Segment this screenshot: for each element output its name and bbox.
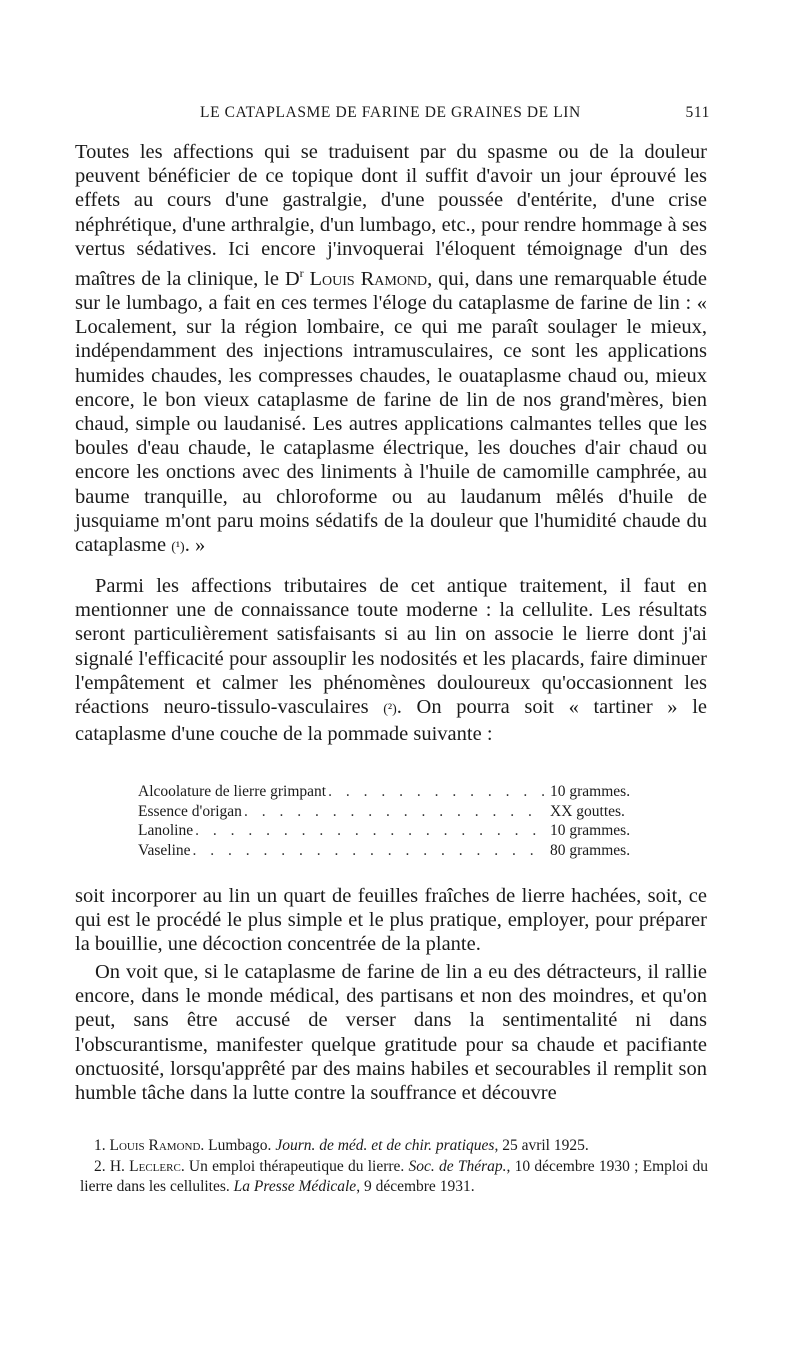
- footnote-number: 1.: [94, 1137, 106, 1154]
- recipe-list: [138, 782, 646, 860]
- paragraph-1: [75, 140, 707, 560]
- footnote-author: H. Leclerc: [109, 1157, 181, 1175]
- recipe-ingredient: Alcoolature de lierre grimpant: [138, 783, 327, 800]
- footnote-text: . Lumbago.: [200, 1137, 276, 1154]
- doctor-abbrev-sup: r: [299, 266, 304, 281]
- paragraph-1-end: . »: [184, 534, 206, 557]
- recipe-ingredient: Vaseline: [138, 841, 191, 859]
- footnote-journal: Journ. de méd. et de chir. pratiques: [275, 1137, 495, 1154]
- recipe-row: [138, 841, 646, 861]
- paragraph-3: soit incorporer au lin un quart de feuilles fraîches de lierre hachées, soit, ce qui est le procédé le plus simple et le plus pratique, employer, pour préparer la bouillie, une décoction concentrée de la plante.: [75, 885, 707, 956]
- paragraph-2: [75, 574, 707, 746]
- dot-leader: [195, 821, 544, 841]
- dot-leader: [328, 782, 544, 802]
- footnote-number: 2.: [94, 1157, 106, 1175]
- footnote-author: Louis Ramond: [109, 1137, 201, 1154]
- footnote-date: , 9 décembre 1931.: [356, 1178, 475, 1195]
- paragraph-1-quote: , qui, dans une remarquable étude sur le lumbago, a fait en ces termes l'éloge du cataplasme de farine de lin : « Localement, sur la région lombaire, ce qui me paraît soulager le mieux, indépendamment des injections intramusculaires, ce sont les applications humides chaudes, les compresses chaudes, le ouataplasme chaud ou, mieux encore, le bon vieux cataplasme de farine de lin de nos grand'mères, bien chaud, simple ou laudanisé. Les autres applications calmantes telles que les boules d'eau chaude, le cataplasme électrique, les douches d'air chaud ou encore les onctions avec des liniments à l'huile de camomille camphrée, au baume tranquille, au chloroforme ou au laudanum mêlés d'huile de jusquiame m'ont paru moins sédatifs de la douleur que l'humidité chaude du cataplasme: [75, 267, 707, 557]
- footnotes: [80, 1136, 708, 1198]
- footnote-date: , 25 avril 1925.: [494, 1137, 589, 1154]
- recipe-ingredient: Lanoline: [138, 822, 194, 840]
- paragraph-4: On voit que, si le cataplasme de farine de lin a eu des détracteurs, il rallie encore, dans le monde médical, des partisans et non des moindres, et qu'on peut, sans être accusé de verser dans la sentimentalité ni dans l'obscurantisme, manifester quelque gratitude pour sa chaude et pacifiante onctuosité, lorsqu'apprêté par des mains habiles et secourables il remplit son humble tâche dans la lutte contre la souffrance et découvre: [75, 961, 707, 1105]
- recipe-row: [138, 821, 646, 841]
- paragraph-2-text: Parmi les affections tributaires de cet antique traitement, il faut en mentionner une de connaissance toute moderne : la cellulite. Les résultats seront particulièrement satisfaisants si au lin on associe le lierre dont j'ai signalé l'efficacité pour assouplir les nodosités et les placards, faire diminuer l'empâtement et calmer les phénomènes douloureux qu'occasionnent les réactions neuro-tissulo-vasculaires: [75, 575, 707, 719]
- paragraph-1-text: Toutes les affections qui se traduisent par du spasme ou de la douleur peuvent bénéficier de ce topique dont il suffit d'avoir un jour éprouvé les effets au cours d'une gastralgie, d'une poussée d'entérite, d'une crise néphrétique, d'une arthralgie, d'un lumbago, etc., pour rendre hommage à ses vertus sédatives. Ici encore j'invoquerai l'éloquent témoignage d'un des maîtres de la clinique, le D: [75, 141, 707, 290]
- footnote-text: . Un emploi thérapeutique du lierre.: [180, 1157, 409, 1175]
- footnote-text-2: , 10 décembre 1930 ; Emploi du lierre dans les cellulites.: [80, 1157, 708, 1195]
- footnote-journal: Soc. de Thérap.: [408, 1157, 507, 1175]
- footnote-ref-1: (¹): [171, 540, 185, 556]
- footnote-ref-2: (²): [383, 702, 397, 718]
- paragraph-2-end: . On pourra soit « tartiner » le cataplasme d'une couche de la pommade suivante :: [75, 696, 707, 746]
- recipe-amount: 10 grammes.: [550, 783, 631, 800]
- recipe-amount: 10 grammes.: [550, 822, 631, 840]
- recipe-amount: XX gouttes.: [550, 802, 625, 820]
- recipe-amount: 80 grammes.: [550, 841, 631, 859]
- recipe-ingredient: Essence d'origan: [138, 802, 242, 820]
- page-number: 511: [685, 104, 710, 121]
- cited-author: Louis Ramond: [309, 267, 428, 290]
- footnote-1: [80, 1136, 708, 1157]
- dot-leader: [244, 802, 544, 822]
- dot-leader: [193, 841, 544, 861]
- running-header: [200, 104, 710, 126]
- recipe-row: [138, 782, 646, 802]
- running-title: LE CATAPLASME DE FARINE DE GRAINES DE LIN: [200, 104, 581, 121]
- footnote-journal-2: La Presse Médicale: [233, 1178, 357, 1195]
- footnote-2: [80, 1157, 708, 1198]
- recipe-row: [138, 802, 646, 822]
